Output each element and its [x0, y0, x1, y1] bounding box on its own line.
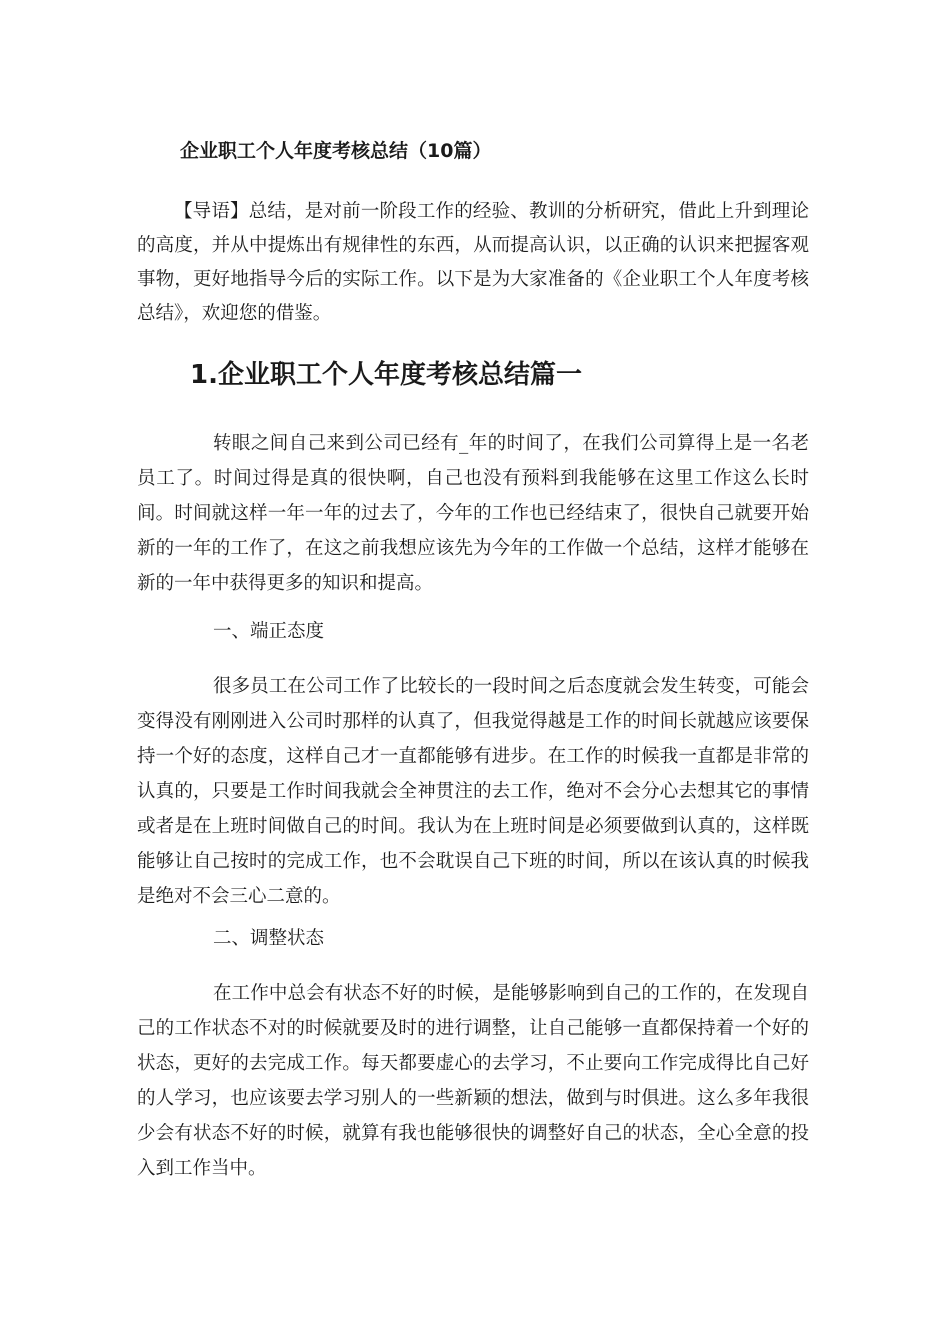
body-paragraph-1: 转眼之间自己来到公司已经有_年的时间了，在我们公司算得上是一名老员工了。时间过得是真的很快啊，自己也没有预料到我能够在这里工作这么长时间。时间就这样一年一年的过去了，今年的工作也已经结束了，很快自己就要开始新的一年的工作了，在这之前我想应该先为今年的工作做一个总结，这样才能够在新的一年中获得更多的知识和提高。 — [137, 433, 809, 594]
body-paragraph-2: 很多员工在公司工作了比较长的一段时间之后态度就会发生转变，可能会变得没有刚刚进入公司时那样的认真了，但我觉得越是工作的时间长就越应该要保持一个好的态度，这样自己才一直都能够有进步。在工作的时候我一直都是非常的认真的，只要是工作时间我就会全神贯注的去工作，绝对不会分心去想其它的事情或者是在上班时间做自己的时间。我认为在上班时间是必须要做到认真的，这样既能够让自己按时的完成工作，也不会耽误自己下班的时间，所以在该认真的时候我是绝对不会三心二意的。 — [137, 676, 809, 907]
document-title: 企业职工个人年度考核总结（10篇） — [180, 140, 492, 162]
subheading-state: 二、调整状态 — [213, 928, 325, 949]
intro-tag: 【导语】 — [174, 201, 249, 222]
body-paragraph-3: 在工作中总会有状态不好的时候，是能够影响到自己的工作的，在发现自己的工作状态不对的时候就要及时的进行调整，让自己能够一直都保持着一个好的状态，更好的去完成工作。每天都要虚心的去学习，不止要向工作完成得比自己好的人学习，也应该要去学习别人的一些新颖的想法，做到与时俱进。这么多年我很少会有状态不好的时候，就算有我也能够很快的调整好自己的状态，全心全意的投入到工作当中。 — [137, 983, 809, 1179]
section-heading: 1.企业职工个人年度考核总结篇一 — [190, 360, 582, 390]
subheading-attitude: 一、端正态度 — [213, 621, 325, 642]
intro-text: 总结，是对前一阶段工作的经验、教训的分析研究，借此上升到理论的高度，并从中提炼出有规律性的东西，从而提高认识，以正确的认识来把握客观事物，更好地指导今后的实际工作。以下是为大家准备的《企业职工个人年度考核总结》，欢迎您的借鉴。 — [137, 201, 809, 324]
intro-paragraph — [137, 195, 809, 331]
